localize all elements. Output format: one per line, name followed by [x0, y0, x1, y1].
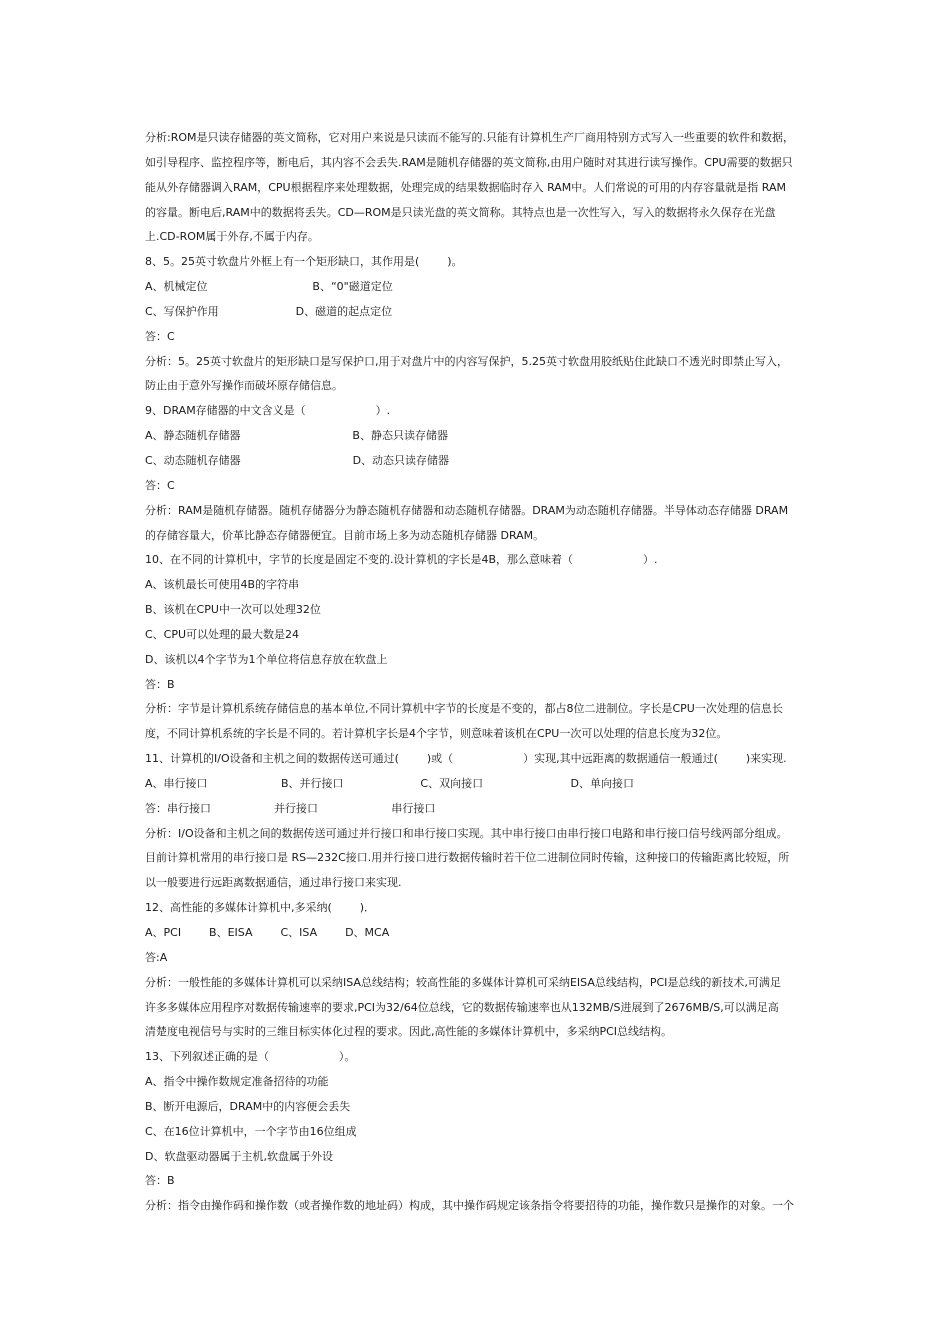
text-line: 答：串行接口 并行接口 串行接口 [145, 801, 436, 815]
text-line: 目前计算机常用的串行接口是 RS—232C接口.用并行接口进行数据传输时若干位二进制位同时传输，这种接口的传输距离比较短，所 [145, 851, 790, 865]
text-line: 答:A [145, 950, 168, 964]
text-line: 分析：5。25英寸软盘片的矩形缺口是写保护口,用于对盘片中的内容写保护，5.25英寸软盘用胶纸贴住此缺口不透光时即禁止写入， [145, 354, 788, 368]
text-line: 分析：字节是计算机系统存储信息的基本单位,不同计算机中字节的长度是不变的，都占8位二进制位。字长是CPU一次处理的信息长 [145, 702, 783, 716]
text-line: 许多多媒体应用程序对数据传输速率的要求,PCI为32/64位总线，它的数据传输速率也从132MB/S进展到了2676MB/S,可以满足高 [145, 1000, 779, 1014]
text-line: A、指令中操作数规定准备招待的功能 [145, 1075, 329, 1089]
text-line: 清楚度电视信号与实时的三维目标实体化过程的要求。因此,高性能的多媒体计算机中，多采纳PCI总线结构。 [145, 1025, 673, 1039]
text-line: 能从外存储器调入RAM，CPU根据程序来处理数据，处理完成的结果数据临时存入 RAM中。人们常说的可用的内存容量就是指 RAM [145, 180, 786, 194]
text-line: 9、DRAM存储器的中文含义是（ ）. [145, 404, 391, 418]
text-line: 以一般要进行远距离数据通信，通过串行接口来实现. [145, 876, 402, 890]
text-line: 的存储容量大，价革比静态存储器便宜。目前市场上多为动态随机存储器 DRAM。 [145, 528, 545, 542]
text-line: B、该机在CPU中一次可以处理32位 [145, 603, 321, 617]
text-line: 防止由于意外写操作而破坏原存储信息。 [145, 379, 343, 393]
text-line: 答：C [145, 329, 175, 343]
text-line: A、该机最长可使用4B的字符串 [145, 578, 300, 592]
text-line: 分析：I/O设备和主机之间的数据传送可通过并行接口和串行接口实现。其中串行接口由串行接口电路和串行接口信号线两部分组成。 [145, 826, 788, 840]
text-line: D、该机以4个字节为1个单位将信息存放在软盘上 [145, 652, 388, 666]
text-line: C、动态随机存储器 D、动态只读存储器 [145, 453, 450, 467]
text-line: A、PCI B、EISA C、ISA D、MCA [145, 926, 390, 939]
text-line: 分析：一般性能的多媒体计算机可以采纳ISA总线结构；较高性能的多媒体计算机可采纳EISA总线结构，PCI是总线的新技术,可满足 [145, 975, 781, 989]
text-line: C、写保护作用 D、磁道的起点定位 [145, 304, 393, 318]
text-line: 度，不同计算机系统的字长是不同的。若计算机字长是4个字节，则意味着该机在CPU一次可以处理的信息长度为32位。 [145, 727, 728, 741]
text-line: A、机械定位 B、“0"磁道定位 [145, 280, 393, 294]
text-line: 答：B [145, 677, 175, 691]
text-line: 分析:ROM是只读存储器的英文简称，它对用户来说是只读而不能写的.只能有计算机生产厂商用特别方式写入一些重要的软件和数据， [145, 131, 794, 144]
text-line: 答：C [145, 478, 175, 492]
text-line: C、CPU可以处理的最大数是24 [145, 627, 300, 641]
text-line: 8、5。25英寸软盘片外框上有一个矩形缺口，其作用是( )。 [145, 255, 463, 269]
text-line: A、静态随机存储器 B、静态只读存储器 [145, 429, 448, 443]
text-line: 上.CD-ROM属于外存,不属于内存。 [145, 230, 319, 244]
text-line: D、软盘驱动器属于主机,软盘属于外设 [145, 1149, 333, 1163]
text-line: 答：B [145, 1174, 175, 1188]
text-line: 13、下列叙述正确的是（ ）。 [145, 1050, 356, 1064]
text-line: 11、计算机的I/O设备和主机之间的数据传送可通过( )或（ ）实现,其中远距离的数据通信一般通过( )来实现. [145, 752, 787, 766]
text-line: 的容量。断电后,RAM中的数据将丢失。CD—ROM是只读光盘的英文简称。其特点也是一次性写入，写入的数据将永久保存在光盘 [145, 205, 776, 219]
text-line: C、在16位计算机中，一个字节由16位组成 [145, 1124, 357, 1138]
text-line: B、断开电源后，DRAM中的内容便会丢失 [145, 1099, 351, 1113]
text-line: A、串行接口 B、并行接口 C、双向接口 D、单向接口 [145, 776, 634, 790]
text-line: 10、在不同的计算机中，字节的长度是固定不变的.设计算机的字长是4B，那么意味着（ ）. [145, 553, 658, 567]
text-line: 分析：RAM是随机存储器。随机存储器分为静态随机存储器和动态随机存储器。DRAM为动态随机存储器。半导体动态存储器 DRAM [145, 503, 789, 517]
text-line: 分析：指令由操作码和操作数（或者操作数的地址码）构成，其中操作码规定该条指令将要招待的功能，操作数只是操作的对象。一个 [145, 1199, 794, 1213]
text-line: 12、高性能的多媒体计算机中,多采纳( )． [145, 901, 376, 915]
document-body [145, 126, 810, 1219]
text-line: 如引导程序、监控程序等，断电后，其内容不会丢失.RAM是随机存储器的英文简称,由用户随时对其进行读写操作。CPU需要的数据只 [145, 155, 793, 169]
